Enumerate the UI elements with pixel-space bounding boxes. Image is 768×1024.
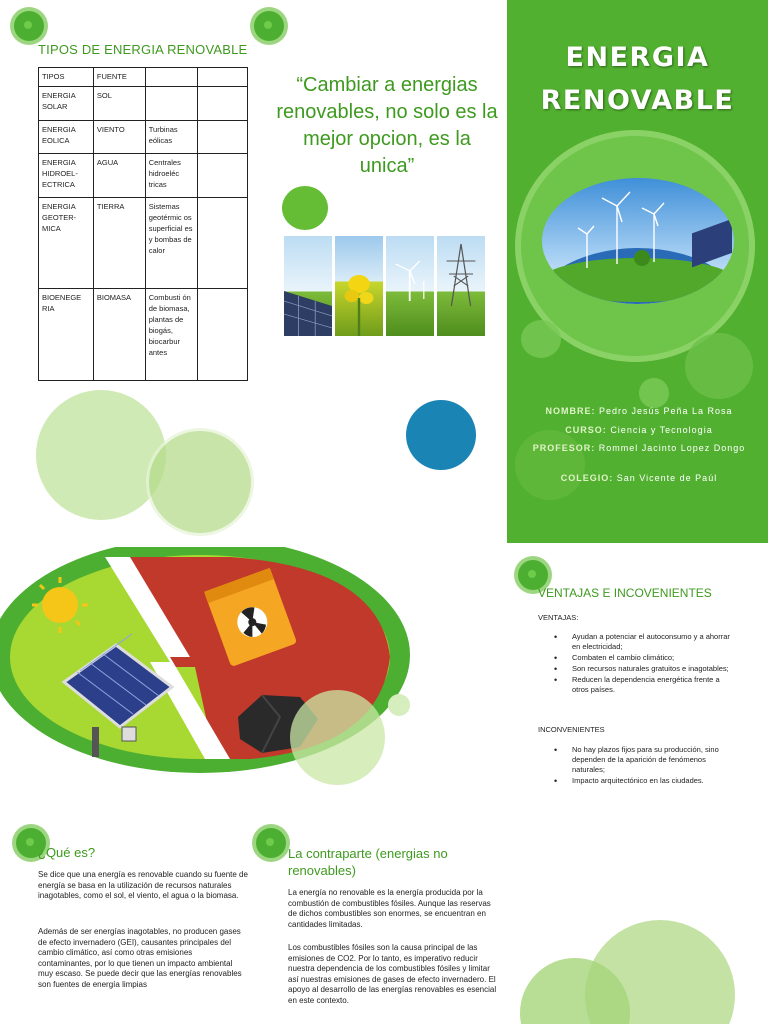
curso-line [519, 424, 759, 436]
table-cell: ENERGIA GEOTER-MICA [39, 198, 94, 289]
nombre-value: Pedro Jesús Peña La Rosa [598, 406, 733, 416]
ventajas-label: VENTAJAS: [538, 613, 579, 622]
cover-title-line1: ENERGIA [565, 42, 710, 73]
table-cell: VIENTO [93, 121, 145, 154]
earth-energy-image [542, 178, 734, 304]
decorative-circle [639, 378, 669, 408]
list-item: • No hay plazos fijos para su producción, sino dependen de la aparición de fenómenos naturales; [538, 745, 738, 775]
list-item: • Impacto arquitectónico en las ciudades. [538, 776, 738, 786]
table-cell: TIPOS [39, 68, 94, 87]
energy-photo-strips [284, 236, 485, 336]
table-cell: Turbinas eólicas [145, 121, 197, 154]
colegio-line [519, 472, 759, 484]
decorative-circle [146, 428, 254, 536]
table-row [39, 121, 248, 154]
decorative-circle [290, 690, 385, 785]
table-cell: Centrales hidroeléc tricas [145, 154, 197, 198]
quote-text: “Cambiar a energias renovables, no solo es la mejor opcion, es la unica” [276, 74, 498, 177]
table-cell: ENERGIA EOLICA [39, 121, 94, 154]
contraparte-heading: La contraparte (energias no renovables) [288, 846, 448, 878]
table-cell [197, 87, 247, 121]
inconvenientes-list [538, 745, 738, 787]
table-cell [197, 198, 247, 289]
cover-panel [507, 0, 768, 543]
table-row [39, 289, 248, 381]
nombre-line [519, 405, 759, 417]
wind-turbines-image [386, 236, 434, 336]
decorative-circle [685, 333, 753, 399]
table-cell [145, 87, 197, 121]
curso-label: CURSO: [565, 425, 607, 435]
decorative-circle [282, 186, 328, 230]
table-row [39, 68, 248, 87]
table-cell [197, 154, 247, 198]
curso-value: Ciencia y Tecnologia [610, 425, 713, 435]
table-row [39, 198, 248, 289]
table-cell: BIOENEGE RIA [39, 289, 94, 381]
colegio-value: San Vicente de Paúl [616, 473, 718, 483]
table-cell: ENERGIA SOLAR [39, 87, 94, 121]
table-cell [197, 121, 247, 154]
table-cell: Sistemas geotérmic os superficial es y bombas de calor [145, 198, 197, 289]
cover-title-line2: RENOVABLE [540, 85, 735, 116]
table-cell [145, 68, 197, 87]
list-item: • Combaten el cambio climático; [538, 653, 738, 663]
profesor-label: PROFESOR: [532, 443, 596, 453]
table-cell: FUENTE [93, 68, 145, 87]
contraparte-paragraph-2: Los combustibles fósiles son la causa principal de las emisiones de CO2. Por lo tanto, es imperativo reducir nuestra dependencia de los combustibles fósiles y limitar así nuestras emisiones de gases de efecto invernadero. El apoyo al desarrollo de las energías renovables es esencial en este contexto. [288, 943, 497, 1005]
table-cell: ENERGIA HIDROEL-ECTRICA [39, 154, 94, 198]
table-cell: TIERRA [93, 198, 145, 289]
table-cell: AGUA [93, 154, 145, 198]
pin-icon [254, 11, 284, 41]
que-es-paragraph-2: Además de ser energías inagotables, no producen gases de efecto invernadero (GEI), causantes principales del cambio climático, así como otras emisiones contaminantes, por lo que tienen un impacto ambiental muy escaso. Se puede decir que las energías renovables son fuentes de energía limpias [38, 927, 242, 989]
table-cell [197, 68, 247, 87]
list-item: • Reducen la dependencia energética frente a otros países. [538, 675, 738, 695]
table-cell [197, 289, 247, 381]
colegio-label: COLEGIO: [560, 473, 614, 483]
table-cell: BIOMASA [93, 289, 145, 381]
profesor-value: Rommel Jacinto Lopez Dongo [598, 443, 746, 453]
flower-image [335, 236, 383, 336]
decorative-circle [388, 694, 410, 716]
table-cell: Combusti ón de biomasa, plantas de biogás, biocarbur antes [145, 289, 197, 381]
que-es-paragraph-1: Se dice que una energía es renovable cuando su fuente de energía se basa en la utilización de recursos naturales inagotables, como el sol, el viento, el agua o la biomasa. [38, 870, 248, 900]
types-title: TIPOS DE ENERGIA RENOVABLE [38, 42, 248, 57]
list-item: • Son recursos naturales gratuitos e inagotables; [538, 664, 738, 674]
inconvenientes-label: INCONVENIENTES [538, 725, 605, 734]
table-row [39, 87, 248, 121]
power-tower-image [437, 236, 485, 336]
table-cell: SOL [93, 87, 145, 121]
decorative-circle [521, 320, 561, 358]
nombre-label: NOMBRE: [545, 406, 596, 416]
ventajas-list [538, 632, 738, 696]
contraparte-paragraph-1: La energía no renovable es la energía producida por la combustión de combustibles fósiles. Aunque las reservas de dichos combustibles son enormes, se encuentran en cantidades limitadas. [288, 888, 491, 929]
que-es-heading: ¿Qué es? [38, 845, 96, 860]
ventajas-heading: VENTAJAS E INCOVENIENTES [538, 586, 712, 600]
list-item: • Ayudan a potenciar el autoconsumo y a ahorrar en electricidad; [538, 632, 738, 652]
decorative-circle [515, 430, 585, 500]
profesor-line [519, 442, 759, 454]
table-row [39, 154, 248, 198]
pin-icon [14, 11, 44, 41]
solar-panel-image [284, 236, 332, 336]
decorative-circle [36, 390, 166, 520]
decorative-circle [406, 400, 476, 470]
energy-types-table [38, 67, 248, 381]
pin-icon [256, 828, 286, 858]
